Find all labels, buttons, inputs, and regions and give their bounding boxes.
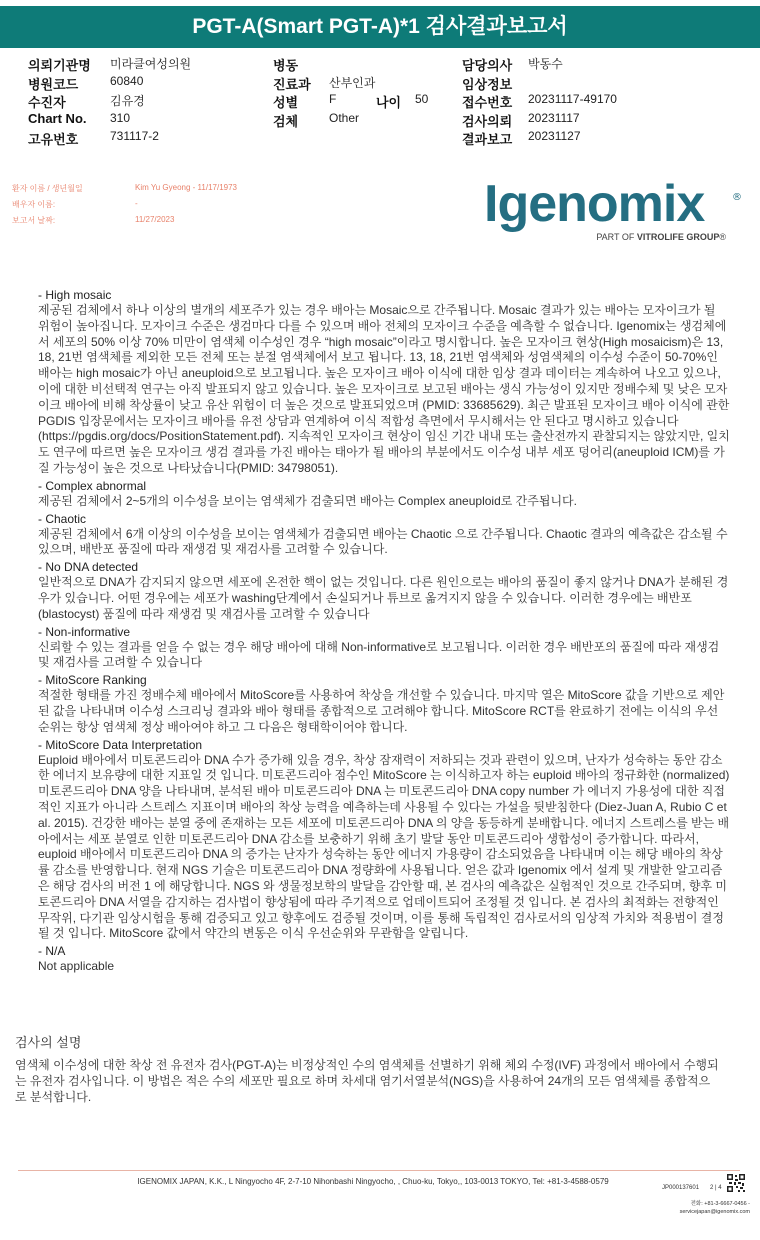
value-age: 50: [415, 92, 429, 106]
section-non-informative: [38, 624, 730, 672]
section-complex-abnormal: [38, 478, 730, 510]
value-request-date: 20231117: [528, 110, 580, 125]
info-row: [28, 74, 748, 93]
report-title: PGT-A(Smart PGT-A)*1 검사결과보고서: [0, 6, 760, 48]
label-ward: 병동: [273, 58, 299, 73]
section-heading: - High mosaic: [38, 288, 112, 302]
label-institution: 의뢰기관명: [28, 58, 91, 73]
value-institution: 미라클여성의원: [110, 57, 192, 71]
value-patient: 김유경: [110, 94, 145, 108]
patient-info-grid: [28, 55, 748, 148]
logo-sub-prefix: PART OF: [596, 232, 637, 242]
footer-divider: [18, 1170, 740, 1171]
value-hospital-code: 60840: [110, 73, 144, 88]
label-sex: 성별: [273, 95, 299, 110]
footer-doc-id: JP000137601: [662, 1185, 700, 1191]
igenomix-logo: [484, 176, 744, 246]
footer-phone: 전화: +81-3-6667-0456 -: [690, 1201, 750, 1207]
label-report-date: 결과보고: [462, 132, 513, 147]
footer-email: servicejapan@igenomix.com: [679, 1209, 750, 1215]
label-clinical-info: 임상정보: [462, 76, 513, 92]
value-sex: F: [329, 92, 337, 106]
section-body: Not applicable: [38, 959, 115, 974]
explanation-heading: 검사의 설명: [15, 1035, 82, 1050]
value-department: 산부인과: [329, 75, 376, 90]
info-row: [28, 129, 748, 148]
section-heading: - Chaotic: [38, 511, 87, 526]
footer-address: IGENOMIX JAPAN, K.K., L Ningyocho 4F, 2-7-10 Nihonbashi Ningyocho, , Chuo-ku, Tokyo,, 103-0013 TOKYO, Tel: +81-3-4588-0579: [137, 1177, 609, 1186]
section-no-dna: [38, 559, 730, 622]
meta-value: -: [135, 199, 138, 208]
logo-sub-suffix: ®: [719, 232, 726, 242]
section-body: 신뢰할 수 있는 결과를 얻을 수 없는 경우 해당 배아에 대해 Non-informative로 보고됩니다. 이러한 경우 배반포의 품질에 따라 재생검 및 재검사를 고려할 수 있습니다: [38, 639, 720, 670]
value-doctor: 박동수: [528, 57, 563, 71]
qr-code-icon: [726, 1173, 746, 1193]
explanation-body: 염색체 이수성에 대한 착상 전 유전자 검사(PGT-A)는 비정상적인 수의 염색체를 선별하기 위해 체외 수정(IVF) 과정에서 배아에서 수행되는 유전자 검사입니다. 이 방법은 적은 수의 세포만 필요로 하며 차세대 염기서열분석(NGS)을 사용하여 24개의 모든 염색체를 종합적으로 분석합니다.: [15, 1058, 719, 1104]
label-specimen: 검체: [273, 113, 299, 129]
section-na: [38, 943, 730, 975]
label-unique-no: 고유번호: [28, 132, 79, 147]
section-mitoscore-interpretation: [38, 737, 730, 943]
value-receipt-no: 20231117-49170: [528, 92, 617, 106]
section-body: 적절한 형태를 가진 정배수체 배아에서 MitoScore를 사용하여 착상을 개선할 수 있습니다. 마지막 열은 MitoScore 값을 기반으로 제안된 값을 나타내며 이수성 스크리닝 결과와 배아 형태를 종합적으로 고려해야 합니다. MitoScore RCT를 완료하기 전에는 이식의 우선 순위는 항상 염색체 정상 배아여야 하고 그 다음은 형태학이어야 합니다.: [38, 688, 725, 734]
label-chart-no: Chart No.: [28, 110, 87, 126]
info-row: [28, 111, 748, 130]
label-request-date: 검사의뢰: [462, 113, 513, 129]
meta-value: Kim Yu Gyeong - 11/17/1973: [135, 183, 237, 192]
section-body: 일반적으로 DNA가 감지되지 않으면 세포에 온전한 핵이 없는 것입니다. 다른 원인으로는 배아의 품질이 좋지 않거나 DNA가 분해된 경우가 있습니다. 어떤 경우에는 세포가 washing단계에서 손실되거나 튜브로 옮겨지지 않을 수 있습니다. 이러한 경우에는 배반포 (blastocyst) 품질에 따라 재생검 및 재검사를 고려할 수 있습니다: [38, 575, 729, 621]
meta-label: 배우자 이름:: [12, 200, 56, 209]
section-heading: - N/A: [38, 944, 66, 959]
logo-sub-brand: VITROLIFE GROUP: [636, 232, 720, 242]
section-body: 제공된 검체에서 하나 이상의 별개의 세포주가 있는 경우 배아는 Mosaic으로 간주됩니다. Mosaic 결과가 있는 배아는 모자이크가 될 위험이 높아집니다. 모자이크 수준은 생검마다 다를 수 있으며 배아 전체의 모자이크 수준을 예측할 수 없습니다. Igenomix는 생검체에서 세포의 50% 이상 70% 미만이 염색체 이수성인 경우 “high mosaic”이라고 명시합니다. 높은 모자이크 현상(High mosaicism)은 13, 18, 21번 염색체를 제외한 모든 전체 또는 분절 염색체에서 보고 됩니다. 13, 18, 21번 염색체와 성염색체의 이수성 수준이 50-70%인 배아는 high mosaic가 아닌 aneuploid으로 보고됩니다. 높은 모자이크 배아 이식에 대한 임상 결과 데이터는 계속하여 나오고 있으나, 이에 대한 비선택적 연구는 아직 발표되지 않고 있습니다. 높은 모자이크로 보고된 배아는 생식 가능성이 있지만 정배수체 및 낮은 모자이크 배아에 비해 착상률이 낮고 유산 위험이 더 높은 것으로 발표되었으며 (PMID: 33685629). 최근 발표된 모자이크 배아 이식에 관한 PGDIS 입장문에서는 모자이크 배아를 유전 상담과 연계하여 이식 적합성 측면에서 무시해서는 안 된다고 명시하고 있습니다 (https://pgdis.org/docs/PositionStatement.pdf). 지속적인 모자이크 현상이 임신 기간 내내 또는 출산전까지 관찰되지는 않았지만, 일치도 연구에 따르면 높은 모자이크 생검 결과를 가진 배아는 태아가 될 배아의 부분에서도 이수성 내부 세포 덩어리(aneuploid ICM)를 가질 가능성이 높은 것으로 나타났습니다(PMID: 34798051).: [38, 303, 730, 475]
info-row: [28, 92, 748, 111]
section-heading: - Non-informative: [38, 624, 131, 639]
meta-value: 11/27/2023: [135, 215, 175, 224]
label-age: 나이: [376, 95, 402, 110]
value-specimen: Other: [329, 110, 360, 125]
result-definitions: [38, 287, 730, 976]
logo-subtitle: [596, 232, 726, 242]
meta-label: 보고서 날짜:: [12, 216, 56, 225]
section-heading: - MitoScore Data Interpretation: [38, 737, 203, 752]
section-heading: - Complex abnormal: [38, 478, 147, 493]
label-doctor: 담당의사: [462, 58, 513, 73]
label-department: 진료과: [273, 76, 311, 92]
section-mitoscore-ranking: [38, 672, 730, 735]
label-hospital-code: 병원코드: [28, 76, 79, 92]
section-chaotic: [38, 511, 730, 559]
footer-contact: [650, 1200, 750, 1216]
section-heading: - MitoScore Ranking: [38, 673, 147, 688]
section-body: 제공된 검체에서 6개 이상의 이수성을 보이는 염색체가 검출되면 배아는 Chaotic 으로 간주됩니다. Chaotic 결과의 예측값은 감소될 수 있으며, 배반포 품질에 따라 재생검 및 재검사를 고려할 수 있습니다.: [38, 526, 728, 557]
section-body: Euploid 배아에서 미토콘드리아 DNA 수가 증가해 있을 경우, 착상 잠재력이 저하되는 것과 관련이 있으며, 난자가 성숙하는 동안 감소한 에너지 보유량에 대한 지표일 것 입니다. 미토콘드리아 점수인 MitoScore 는 이식하고자 하는 euploid 배아의 정규화한 (normalized) 미토콘드리아 DNA 양을 나타내며, 분석된 배아 미토콘드리아 DNA 는 미토콘드리아 DNA copy number 가 에너지 가용성에 대한 직접적인 지표가 아니라 스트레스 지표이며 배아의 착상 능력을 예측하는데 사용될 수 있다는 가설을 뒷받침한다 (Diez-Juan A, Rubio C et al. 2015). 건강한 배아는 분열 중에 존재하는 모든 세포에 미토콘드리아 DNA 의 양을 동등하게 분배합니다. 에너지 스트레스를 받는 배아에서는 세포 분열로 인한 미토콘드리아 DNA 감소를 보충하기 위해 초기 발달 동안 미토콘드리아 생합성이 증가합니다. 따라서, euploid 배아에서 미토콘드리아 DNA 의 증가는 난자가 성숙하는 동안 에너지 가용량이 감소되었음을 나타내며 이는 해당 배아의 착상률 감소를 반영합니다. 현재 NGS 기술은 미토콘드리아 DNA 정량화에 사용됩니다. 얻은 값과 Igenomix 에서 설계 및 개발한 알고리즘은 해당 검사의 버전 1 에 해당합니다. NGS 와 생물정보학의 발달을 감안할 때, 본 검사의 예측값은 실험적인 것으로 간주되며, 향후 미토콘드리아 DNA 서열을 감지하는 검사법이 향상됨에 따라 주기적으로 업데이트되어 조정될 것 입니다. 본 검사의 최적화는 전향적인 무작위, 다기관 임상시험을 통해 검증되고 있고 향후에도 검증될 것이며, 이를 통해 독립적인 검사로서의 임상적 가치와 적용범이 결정될 것 입니다. MitoScore 값에서 약간의 변동은 이식 우선순위와 무관함을 알립니다.: [38, 752, 730, 941]
logo-wordmark: Igenomix: [484, 175, 705, 233]
meta-label: 환자 이름 / 생년월일: [12, 184, 83, 193]
value-chart-no: 310: [110, 110, 131, 125]
logo-registered-mark: ®: [732, 192, 742, 203]
info-row: [28, 55, 748, 74]
value-report-date: 20231127: [528, 129, 581, 143]
section-heading: - No DNA detected: [38, 560, 139, 575]
value-unique-no: 731117-2: [110, 129, 159, 143]
label-patient: 수진자: [28, 95, 66, 110]
section-high-mosaic: [38, 287, 730, 477]
footer-page-number: 2 | 4: [710, 1185, 722, 1191]
label-receipt-no: 접수번호: [462, 95, 513, 110]
section-body: 제공된 검체에서 2~5개의 이수성을 보이는 염색체가 검출되면 배아는 Complex aneuploid로 간주됩니다.: [38, 493, 577, 508]
